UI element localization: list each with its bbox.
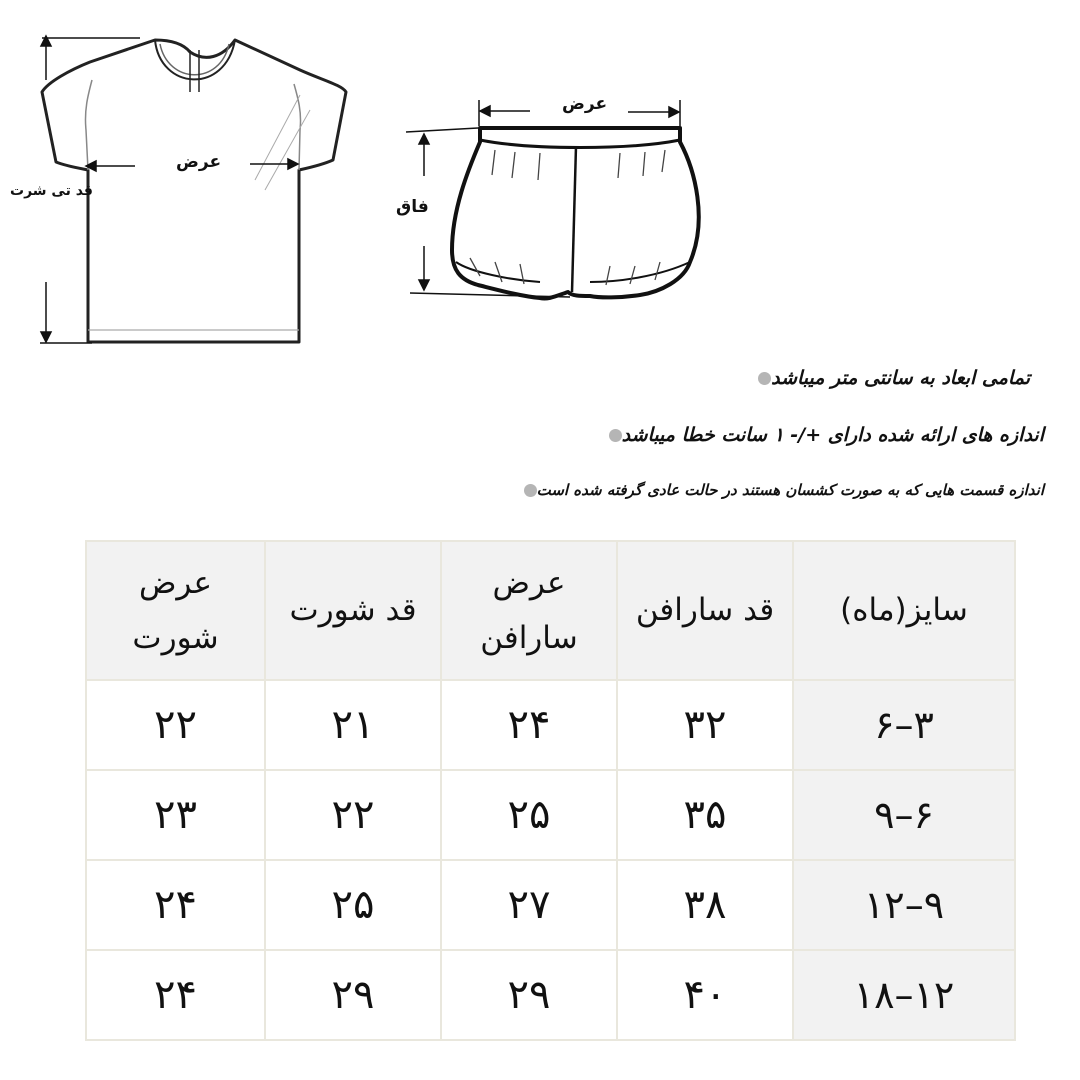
table-cell: ۲۹ [265, 950, 441, 1040]
table-cell: ۲۴ [86, 950, 265, 1040]
note-text: اندازه های ارائه شده دارای +/- ۱ سانت خطا میباشد [621, 424, 1044, 446]
shorts-width-label: عرض [562, 94, 608, 114]
table-cell: ۲۲ [265, 770, 441, 860]
table-cell: ۹–۱۲ [793, 860, 1015, 950]
table-row [86, 770, 1015, 860]
table-cell: ۳–۶ [793, 680, 1015, 770]
table-cell: ۳۸ [617, 860, 793, 950]
garment-diagrams [0, 0, 1080, 360]
table-cell: ۳۲ [617, 680, 793, 770]
size-table [85, 540, 1016, 1041]
table-row [86, 680, 1015, 770]
shorts-leg-arrows [406, 128, 570, 297]
header-shorts-length: قد شورت [265, 541, 441, 680]
bullet-icon [609, 429, 622, 442]
note-item [510, 481, 1044, 499]
table-cell: ۲۴ [86, 860, 265, 950]
table-cell: ۲۲ [86, 680, 265, 770]
table-cell: ۲۵ [441, 770, 617, 860]
table-cell: ۴۰ [617, 950, 793, 1040]
table-cell: ۲۷ [441, 860, 617, 950]
table-cell: ۳۵ [617, 770, 793, 860]
table-header-row [86, 541, 1015, 680]
shorts-leg-label: فاق [396, 197, 429, 217]
bullet-icon [758, 372, 771, 385]
garment-sketch [0, 0, 1080, 360]
header-size: سایز(ماه) [793, 541, 1015, 680]
note-item [595, 424, 1044, 446]
table-cell: ۲۱ [265, 680, 441, 770]
table-row [86, 950, 1015, 1040]
note-item [744, 367, 1044, 389]
shorts-sketch [452, 128, 699, 299]
table-row [86, 860, 1015, 950]
header-dress-length: قد سارافن [617, 541, 793, 680]
table-cell: ۲۹ [441, 950, 617, 1040]
note-text: تمامی ابعاد به سانتی متر میباشد [771, 367, 1030, 389]
shirt-length-label: قد تی شرت [10, 183, 93, 199]
table-cell: ۱۲–۱۸ [793, 950, 1015, 1040]
table-cell: ۲۵ [265, 860, 441, 950]
note-text: اندازه قسمت هایی که به صورت کشسان هستند در حالت عادی گرفته شده است [536, 481, 1044, 499]
table-cell: ۲۴ [441, 680, 617, 770]
table-cell: ۶–۹ [793, 770, 1015, 860]
header-dress-width: عرض سارافن [441, 541, 617, 680]
table-cell: ۲۳ [86, 770, 265, 860]
bullet-icon [524, 484, 537, 497]
shirt-width-label: عرض [176, 152, 222, 172]
header-shorts-width: عرض شورت [86, 541, 265, 680]
